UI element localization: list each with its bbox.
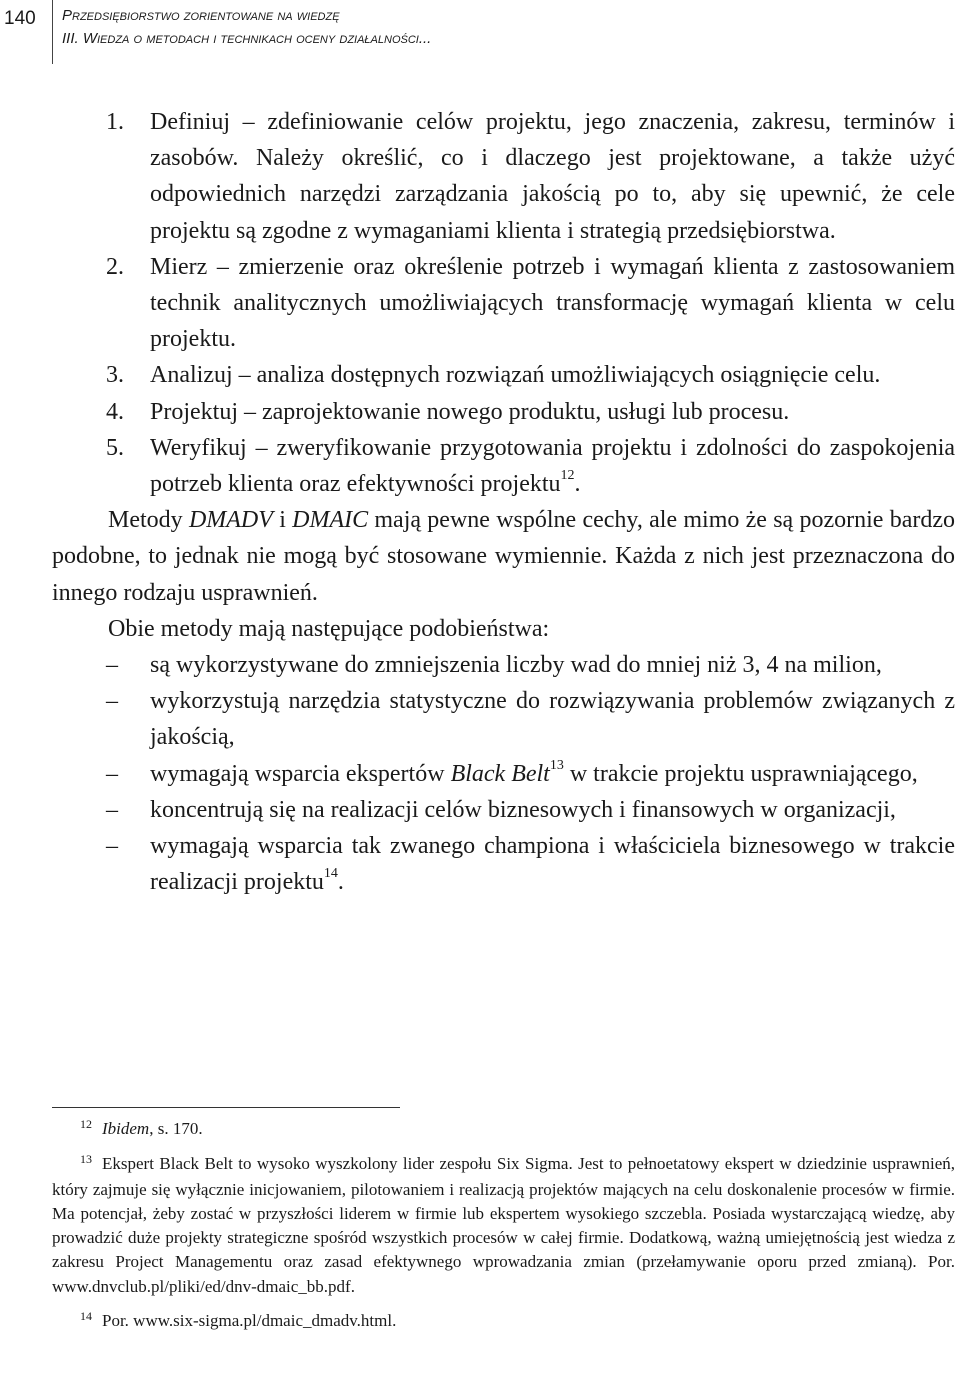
footnote-12: $^{12}$ Ibidem, s. 170. bbox=[80, 1117, 203, 1138]
step-text: zmierzenie oraz określenie potrzeb i wymagań klienta z zastosowaniem technik analitycznych umożliwiających transformację wymagań klienta w celu projektu. bbox=[150, 253, 956, 353]
dash-bullet: – bbox=[106, 760, 118, 787]
paragraph-methods-comparison: Metody DMADV i DMAIC mają pewne wspólne cechy, ale mimo że są pozornie bardzo podobne, to jednak nie mogą być stosowane wymiennie. Każda z nich jest przeznaczona do innego rodzaju usprawnień. bbox=[52, 507, 956, 606]
step-text: zweryfikowanie przygotowania projektu i zdolności do zaspokojenia potrzeb klienta oraz efektywności projektu bbox=[150, 434, 956, 498]
step-item: 3. Analizuj – analiza dostępnych rozwiązań umożliwiających osiągnięcie celu. bbox=[52, 357, 955, 393]
step-number: 3. bbox=[106, 362, 124, 389]
dmadv-steps-list bbox=[52, 104, 955, 502]
step-head: Analizuj bbox=[150, 362, 233, 389]
header-divider bbox=[52, 0, 53, 64]
list-item: – wykorzystują narzędzia statystyczne do rozwiązywania problemów związanych z jakością, bbox=[52, 683, 955, 755]
footnote-number: 12 bbox=[80, 1117, 92, 1131]
term-black-belt: Black Belt bbox=[450, 760, 550, 787]
list-item: – koncentrują się na realizacji celów biznesowych i finansowych w organizacji, bbox=[52, 792, 955, 828]
step-text: zaprojektowanie nowego produktu, usługi lub procesu. bbox=[262, 398, 790, 425]
footnote-separator bbox=[52, 1107, 400, 1108]
footnotes bbox=[52, 1117, 955, 1334]
list-item: – wymagają wsparcia ekspertów Black Belt$^{13}$ w trakcie projektu usprawniającego, bbox=[52, 756, 955, 792]
similarities-list bbox=[52, 647, 955, 900]
step-item: 2. Mierz – zmierzenie oraz określenie potrzeb i wymagań klienta z zastosowaniem technik analitycznych umożliwiających transformację wymagań klienta w celu projektu. bbox=[52, 249, 955, 358]
footnote-number: 13 bbox=[80, 1152, 92, 1167]
running-title-line2: III. Wiedza o metodach i technikach oceny działalności... bbox=[62, 30, 432, 47]
term-dmadv: DMADV bbox=[188, 507, 273, 534]
paragraph-similarities-intro: Obie metody mają następujące podobieństwa: bbox=[108, 615, 550, 642]
dash-bullet: – bbox=[106, 688, 118, 715]
step-text: analiza dostępnych rozwiązań umożliwiających osiągnięcie celu. bbox=[256, 362, 881, 389]
step-number: 2. bbox=[106, 253, 124, 280]
running-title-line1: Przedsiębiorstwo zorientowane na wiedzę bbox=[62, 7, 340, 24]
step-head: Definiuj bbox=[150, 109, 230, 135]
dash-bullet: – bbox=[106, 652, 118, 679]
step-number: 5. bbox=[106, 434, 124, 461]
step-head: Mierz bbox=[150, 253, 208, 280]
list-item: – są wykorzystywane do zmniejszenia liczby wad do mniej niż 3, 4 na milion, bbox=[52, 647, 955, 683]
step-number: 4. bbox=[106, 398, 124, 425]
step-head: Weryfikuj bbox=[150, 434, 247, 461]
term-dmaic: DMAIC bbox=[292, 507, 369, 534]
dash-bullet: – bbox=[106, 796, 118, 823]
step-item: 4. Projektuj – zaprojektowanie nowego produktu, usługi lub procesu. bbox=[52, 394, 955, 430]
step-number: 1. bbox=[106, 109, 124, 135]
step-item: 1. Definiuj – zdefiniowanie celów projektu, jego znaczenia, zakresu, terminów i zasobów. Należy określić, co i dlaczego jest projektowane, a także użyć odpowiednich narzędzi zarządzania jakością po to, aby się upewnić, że cele projektu są zgodne z wymaganiami klienta i strategią przedsiębiorstwa. bbox=[52, 104, 955, 249]
step-text: zdefiniowanie celów projektu, jego znaczenia, zakresu, terminów i zasobów. Należy określić, co i dlaczego jest projektowane, a także użyć odpowiednich narzędzi zarządzania jakością po to, aby się upewnić, że cele projektu są zgodne z wymaganiami klienta i strategią przedsiębiorstwa. bbox=[150, 109, 956, 244]
footnote-ref-14[interactable]: 14 bbox=[323, 866, 338, 882]
footnote-13: $^{13}$ Ekspert Black Belt to wysoko wyszkolony lider zespołu Six Sigma. Jest to pełnoetatowy ekspert w dziedzinie usprawnień, który zajmuje się wyłącznie inicjowaniem, pilotowaniem i realizacją projektów mających na celu doskonalenie procesów w firmie. Ma potencjał, żeby zostać w przyszłości liderem w firmie lub ekspertem wysokiego szczebla. Posiada wystarczającą wiedzę, aby prowadzić duże projekty strategiczne spośród wszystkich procesów w całej firmie. Dodatkową, ważną umiejętnością jest wiedza z zakresu Project Managementu oraz zasad efektywnego wprowadzania zmian (przełamywanie oporu przed zmianą). Por. www.dnvclub.pl/pliki/ed/dnv-dmaic_bb.pdf. bbox=[52, 1152, 955, 1296]
footnote-ref-13[interactable]: 13 bbox=[549, 757, 564, 773]
main-text bbox=[52, 104, 955, 900]
dash-bullet: – bbox=[106, 833, 118, 860]
footnote-ref-12[interactable]: 12 bbox=[560, 468, 575, 484]
list-item: – wymagają wsparcia tak zwanego championa i właściciela biznesowego w trakcie realizacji projektu$^{14}$. bbox=[52, 828, 955, 900]
step-head: Projektuj bbox=[150, 398, 238, 425]
footnote-14: $^{14}$ Por. www.six-sigma.pl/dmaic_dmadv.html. bbox=[80, 1309, 397, 1331]
page-number: 140 bbox=[4, 8, 36, 29]
step-item: 5. Weryfikuj – zweryfikowanie przygotowania projektu i zdolności do zaspokojenia potrzeb klienta oraz efektywności projektu$^{12}$. bbox=[52, 430, 955, 502]
footnote-number: 14 bbox=[80, 1309, 92, 1324]
running-header bbox=[0, 0, 960, 68]
running-title bbox=[62, 4, 431, 50]
